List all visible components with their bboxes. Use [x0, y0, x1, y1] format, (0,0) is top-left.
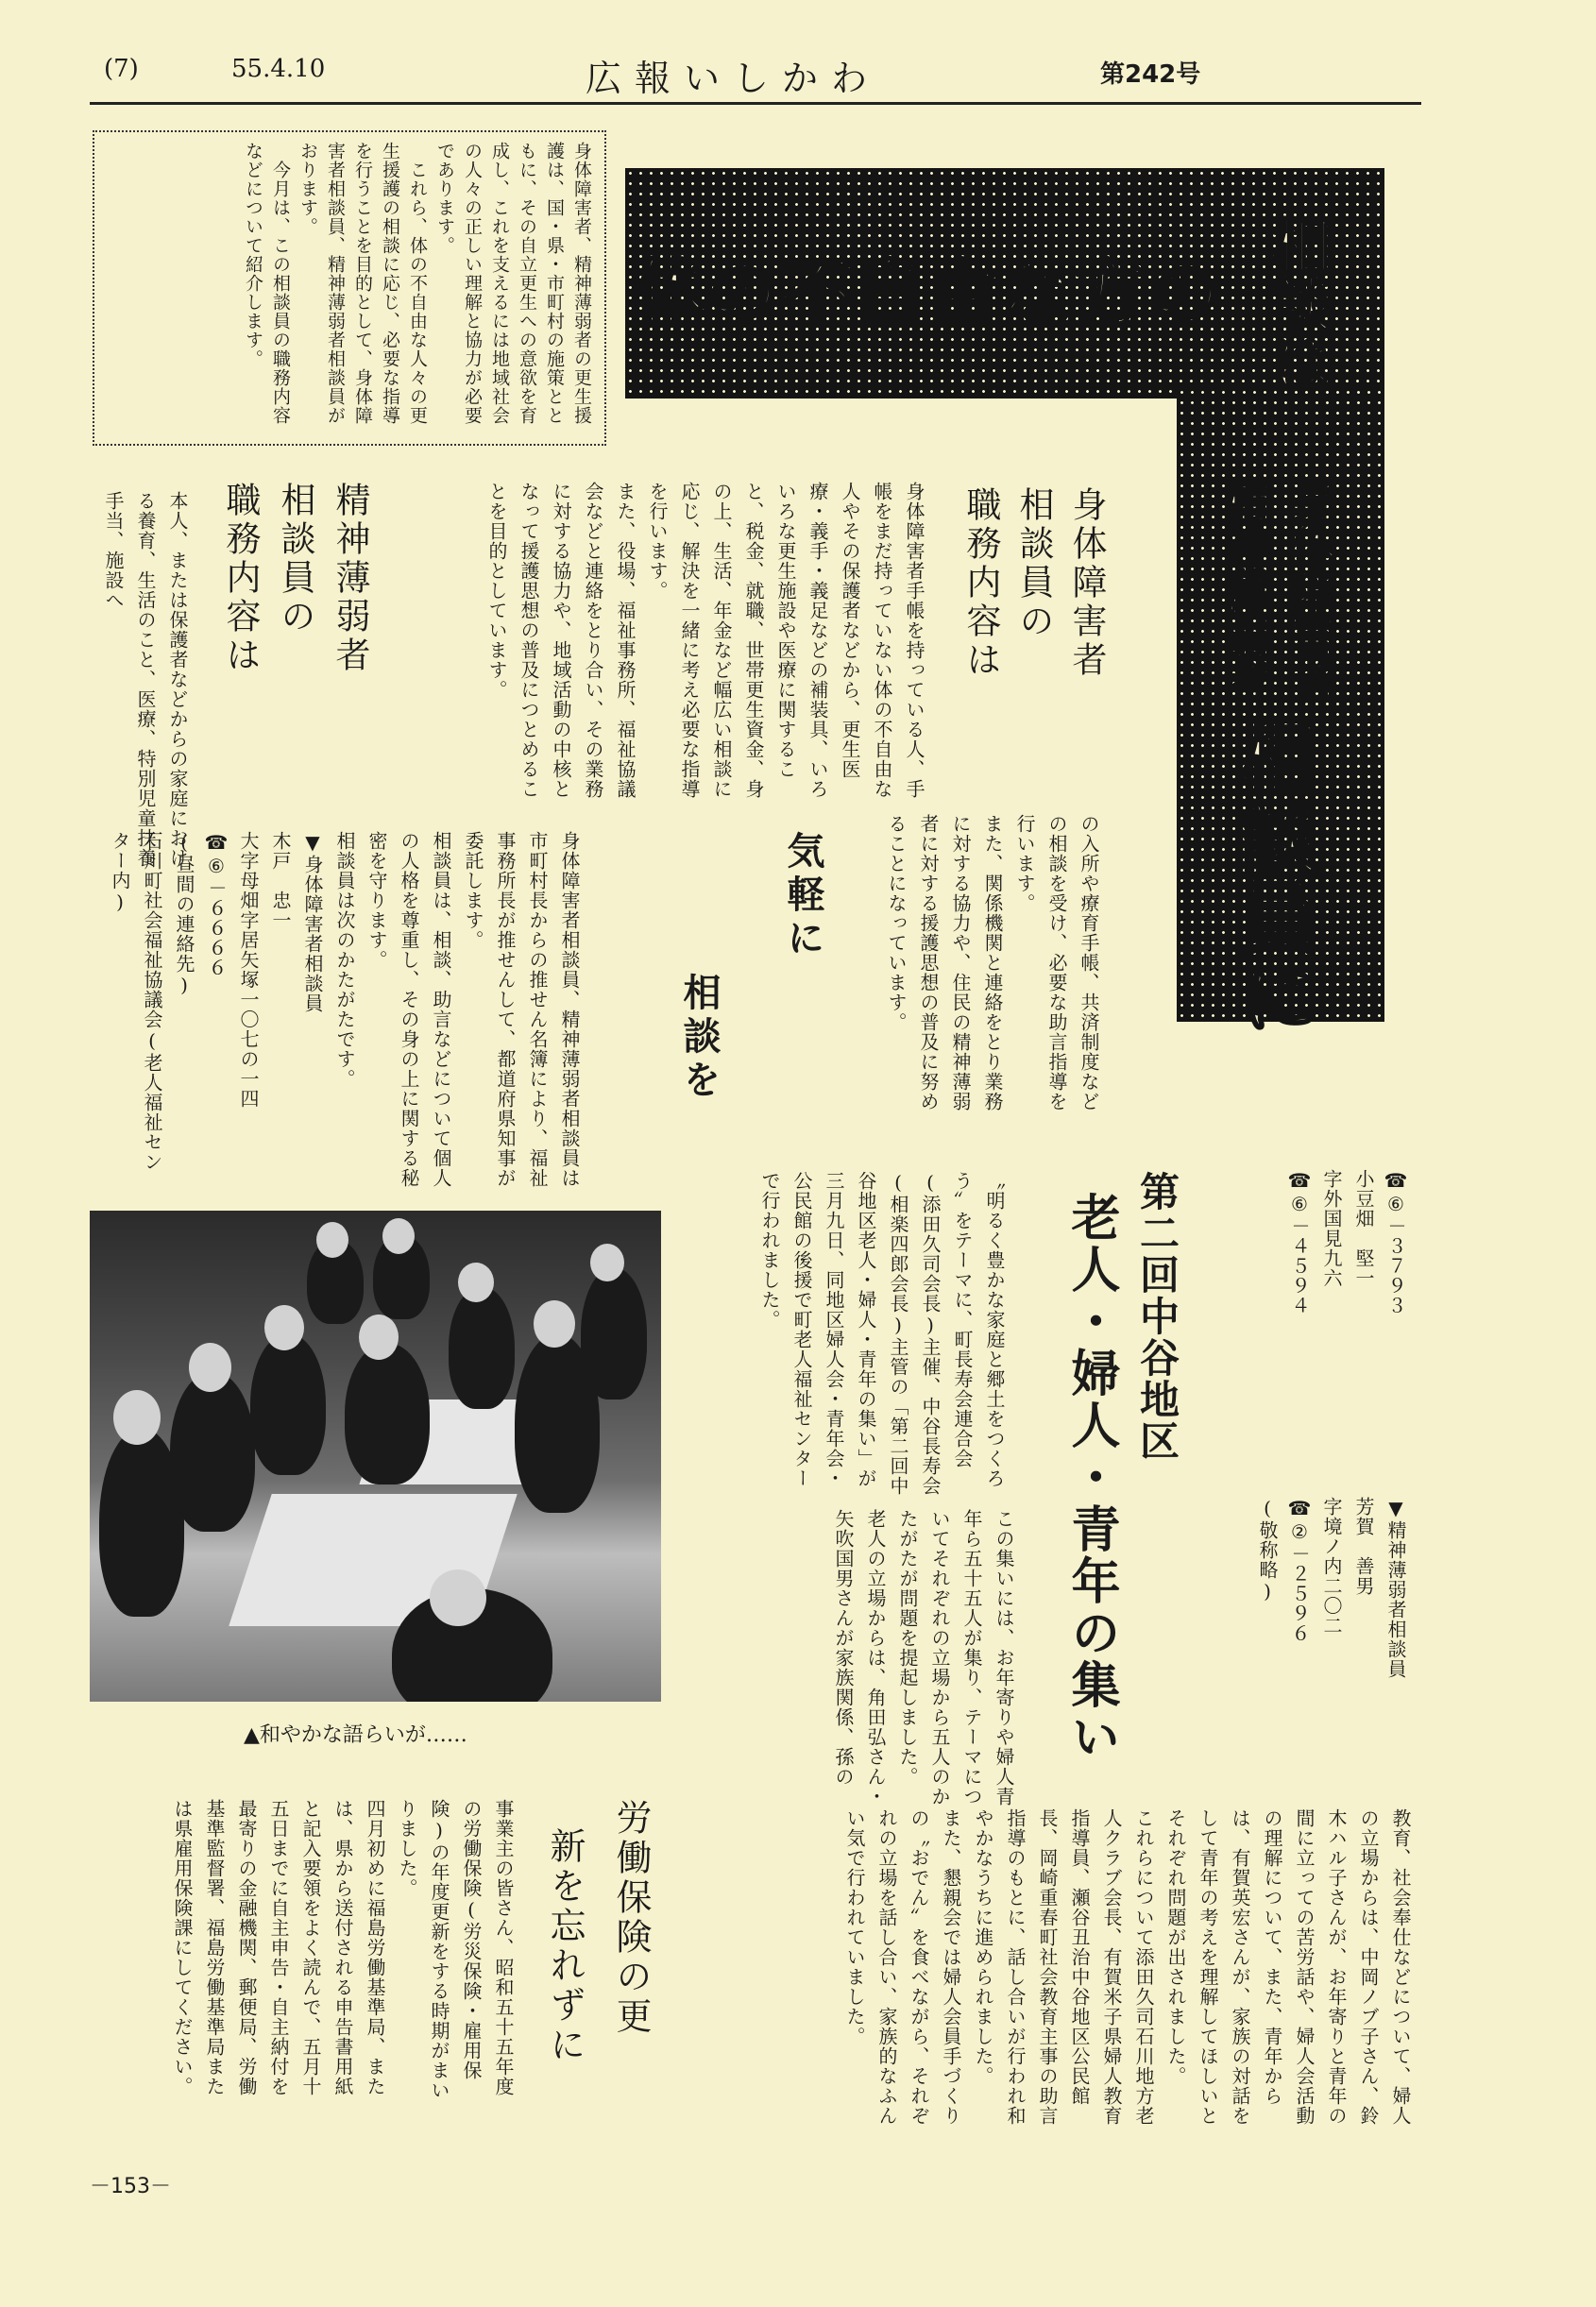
- labor-heading-a: 労働保険の更: [610, 1799, 652, 2037]
- event-body-a: 〝明るく豊かな家庭と郷土をつくろう〟をテーマに、町長寿会連合会(添田久司会長)主催、中谷長寿会(相楽四郎会長)主管の「第二回中谷地区老人・婦人・青年の集い」が三月九日、同地区婦人会・青年会・公民館の後援で町老人福祉センターで行われました。: [758, 1171, 1006, 1496]
- issue-number: 第242号: [1100, 60, 1201, 89]
- banner-shintai: 身体障害者: [1282, 477, 1335, 704]
- section1-heading: 身体障害者 相談員の 職務内容は: [960, 486, 1107, 680]
- meeting-photo: [90, 1211, 661, 1702]
- banner-soudanin: 相談員に: [1227, 718, 1319, 1035]
- event-heading-a: 第二回中谷地区: [1134, 1171, 1180, 1462]
- page-number: －153－: [90, 2175, 171, 2198]
- event-body-c: 教育、社会奉仕などについて、婦人の立場からは、中岡ノブ子さん、鈴木ハル子さんが、お年寄りと青年の間に立っての苦労話や、婦人会活動の理解について、また、青年からは、有賀英宏さんが、家族の対話をして青年の考えを理解してほしいとそれぞれ問題が出されました。 これらについて添田久司石川地方老人クラブ会長、有賀米子県婦人教育指導員、瀬谷丑治中谷地区公民館長、岡崎重春町社会教育主事の助言指導のもとに、話し合いが行われ和やかなうちに進められました。 また、懇親会では婦人会員手づくりの〝おでん〟を食べながら、それぞれの立場を話し合い、家族的なふんい気で行われていました。: [843, 1808, 1412, 2126]
- kigaru-heading-b: 相談を: [677, 973, 721, 1103]
- photo-caption: ▲和やかな語らいが……: [244, 1723, 467, 1747]
- intro-text: 身体障害者、精神薄弱者の更生援護は、国・県・市町村の施策とともに、その自立更生への意欲を育成し、これを支えるには地域社会の人々の正しい理解と協力が必要であります。 これら、体の不自由な人々の更生援護の相談に応じ、必要な指導を行うことを目的として、身体障害者相談員、精神薄弱者相談員がおります。 今月は、この相談員の職務内容などについて紹介します。: [243, 142, 592, 425]
- section2-heading: 精神薄弱者 相談員の 職務内容は: [220, 482, 370, 675]
- newspaper-title: 広報いしかわ: [586, 58, 881, 99]
- banner-seishin: 精神薄弱者: [1216, 477, 1269, 704]
- contacts-col1: ☎⑥－３７９３ 小豆畑 堅一 字外国見九六 ☎⑥－４５９４: [1288, 1169, 1407, 1315]
- issue-date: 55.4.10: [231, 55, 326, 83]
- contacts-col2: ▼精神薄弱者相談員 芳賀 善男 字境ノ内二〇二 ☎②－２５９６ (敬称略): [1256, 1497, 1407, 1679]
- kigaru-heading-a: 気軽に: [781, 831, 824, 961]
- header-rule: [90, 102, 1421, 105]
- section1-body-b: の入所や療育手帳、共済制度などの相談を受け、必要な助言指導を行います。 また、関係機関と連絡をとり業務に対する協力や、住民の精神薄弱者に対する援護思想の普及に努めることになっています。: [885, 814, 1100, 1111]
- section1-body-a: 身体障害者手帳を持っている人、手帳をまだ持っていない体の不自由な人やその保護者などから、更生医療・義手・義足などの補装具、いろいろな更生施設や医療に関すること、税金、就職、世帯更生資金、身の上、生活、年金など幅広い相談に応じ、解決を一緒に考え必要な指導を行います。 また、役場、福祉事務所、福祉協議会などと連絡をとり合い、その業務に対する協力や、地域活動の中核となって援護思想の普及につとめることを目的としています。: [485, 482, 925, 799]
- kigaru-body: 身体障害者相談員、精神薄弱者相談員は市町村長からの推せん名簿により、福祉事務所長が推せんして、都道府県知事が委託します。 相談員は、相談、助言などについて個人の人格を尊重し、その身の上に関する秘密を守ります。 相談員は次のかたがたです。 ▼身体障害者相談員 木戸 忠一 大字母畑字居矢塚一〇七の一四 ☎⑥－６６６６ (昼間の連絡先) 石川町社会福祉協議会(老人福祉センター内): [109, 831, 581, 1188]
- labor-body: 事業主の皆さん、昭和五十五年度の労働保険(労災保険・雇用保険)の年度更新をする時期がまいりました。 四月初めに福島労働基準局、または、県から送付される申告書用紙と記入要領をよく読んで、五月十五日までに自主申告・自主納付を最寄りの金融機関、郵便局、労働基準監督署、福島労働基準局または県雇用保険課にしてください。: [171, 1799, 515, 2100]
- event-heading-b: 老人・婦人・青年の集い: [1062, 1192, 1119, 1763]
- banner-headline: 体の不自由な方の: [633, 251, 1222, 335]
- labor-heading-b: 新を忘れずに: [544, 1827, 586, 2065]
- page-label: (7): [104, 55, 139, 83]
- section2-body: 本人、または保護者などからの家庭における養育、生活のこと、医療、特別児童扶養手当、施設へ: [102, 491, 189, 868]
- banner-sodan-wa: 相談は: [1263, 215, 1332, 391]
- event-body-b: この集いには、お年寄りや婦人青年ら五十五人が集り、テーマについてそれぞれの立場から五人のかたがたが問題を提起しました。 老人の立場からは、角田弘さん・矢吹国男さんが家族関係、孫の: [832, 1509, 1015, 1807]
